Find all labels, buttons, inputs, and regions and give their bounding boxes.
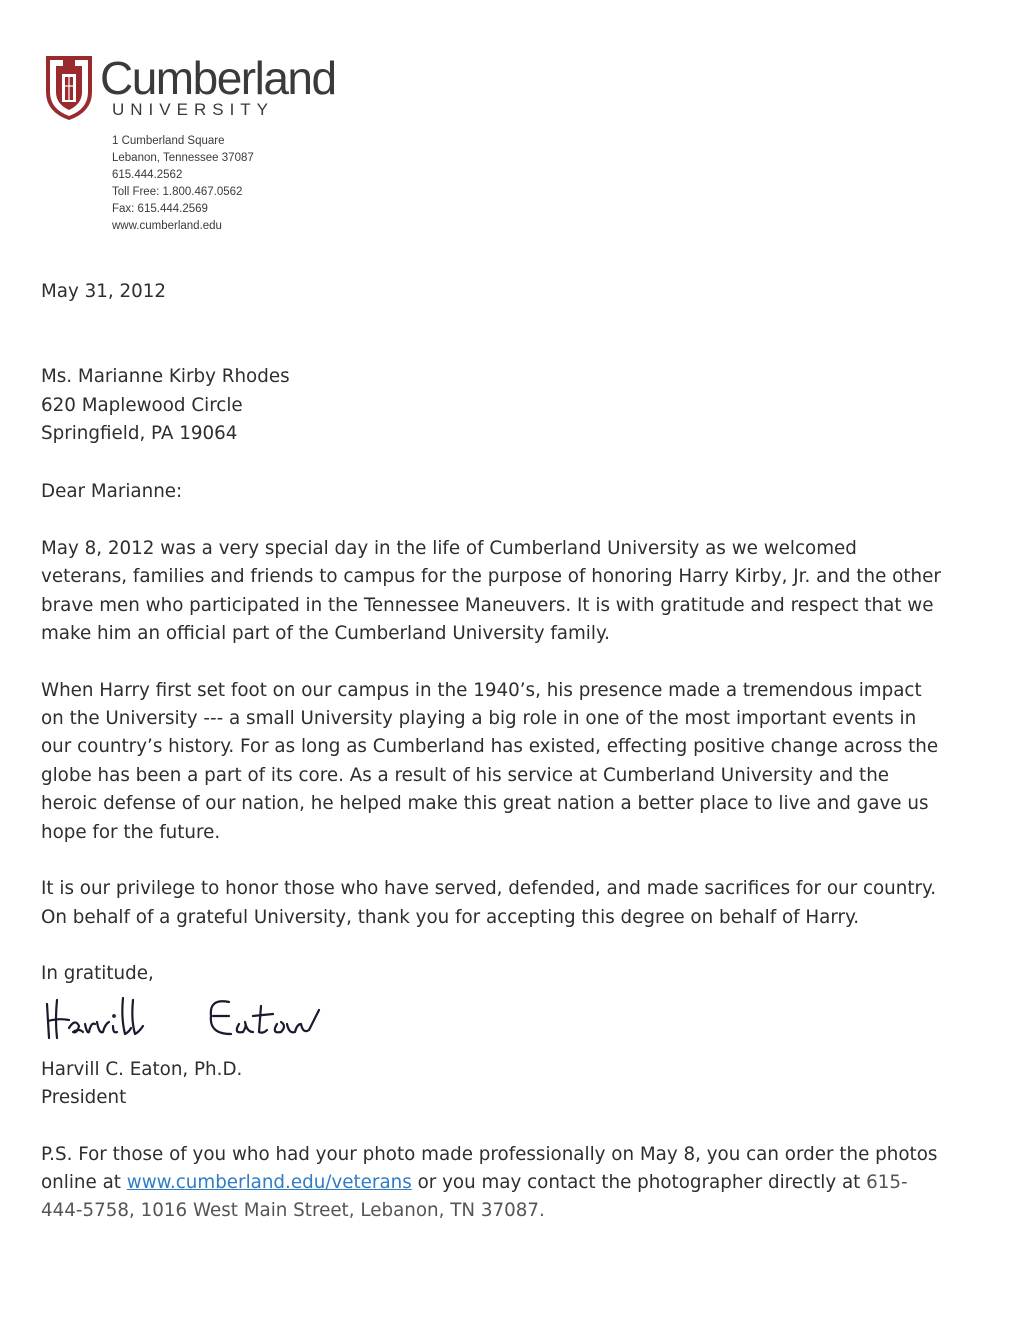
letterhead-logo — [44, 52, 344, 124]
recipient-city: Springfield, PA 19064 — [41, 423, 238, 445]
toll-free: Toll Free: 1.800.467.0562 — [112, 186, 243, 198]
ps-text-before-link: P.S. For those of you who had your photo made professionally on May 8, you can order the photos online at — [41, 1143, 938, 1193]
brand-name: Cumberland — [100, 52, 336, 104]
fax: Fax: 615.444.2569 — [112, 203, 208, 215]
brand-subtitle: UNIVERSITY — [112, 100, 275, 119]
veterans-photo-link[interactable]: www.cumberland.edu/veterans — [126, 1171, 412, 1193]
recipient-name: Ms. Marianne Kirby Rhodes — [41, 366, 290, 388]
tower-shield-icon — [44, 52, 94, 122]
signer-block — [41, 1056, 941, 1113]
handwritten-signature — [39, 988, 339, 1046]
signer-title: President — [41, 1087, 127, 1109]
signer-name: Harvill C. Eaton, Ph.D. — [41, 1058, 243, 1080]
address-line2: Lebanon, Tennessee 37087 — [112, 152, 254, 164]
postscript — [41, 1141, 941, 1226]
paragraph-1: May 8, 2012 was a very special day in the life of Cumberland University as we welcomed veterans, families and friends to campus for the purpose of honoring Harry Kirby, Jr. and the other brave men who participated in the Tennessee Maneuvers. It is with gratitude and respect that we make him an official part of the Cumberland University family. — [41, 538, 941, 645]
letter-date: May 31, 2012 — [41, 281, 167, 302]
website: www.cumberland.edu — [112, 220, 222, 232]
closing: In gratitude, — [41, 962, 154, 984]
recipient-address — [41, 363, 941, 448]
paragraph-2: When Harry first set foot on our campus in the 1940’s, his presence made a tremendous impact on the University --- a small University playing a big role in one of the most important events in our country’s history. For as long as Cumberland has existed, effecting positive change across the globe has been a part of its core. As a result of his service at Cumberland University and the heroic defense of our nation, he helped make this great nation a better place to live and gave us hope for the future. — [41, 679, 939, 843]
phone: 615.444.2562 — [112, 169, 183, 181]
photographer-contact: 615-444-5758, 1016 West Main Street, Lebanon, TN 37087. — [41, 1171, 908, 1222]
recipient-street: 620 Maplewood Circle — [41, 394, 243, 416]
salutation: Dear Marianne: — [41, 480, 183, 502]
letterhead-contact — [112, 133, 254, 235]
address-line1: 1 Cumberland Square — [112, 135, 225, 147]
letter-body — [41, 278, 941, 1226]
paragraph-3: It is our privilege to honor those who have served, defended, and made sacrifices for our country. On behalf of a grateful University, thank you for accepting this degree on behalf of Harry. — [41, 878, 937, 928]
ps-text-after-link: or you may contact the photographer directly at — [411, 1171, 867, 1193]
